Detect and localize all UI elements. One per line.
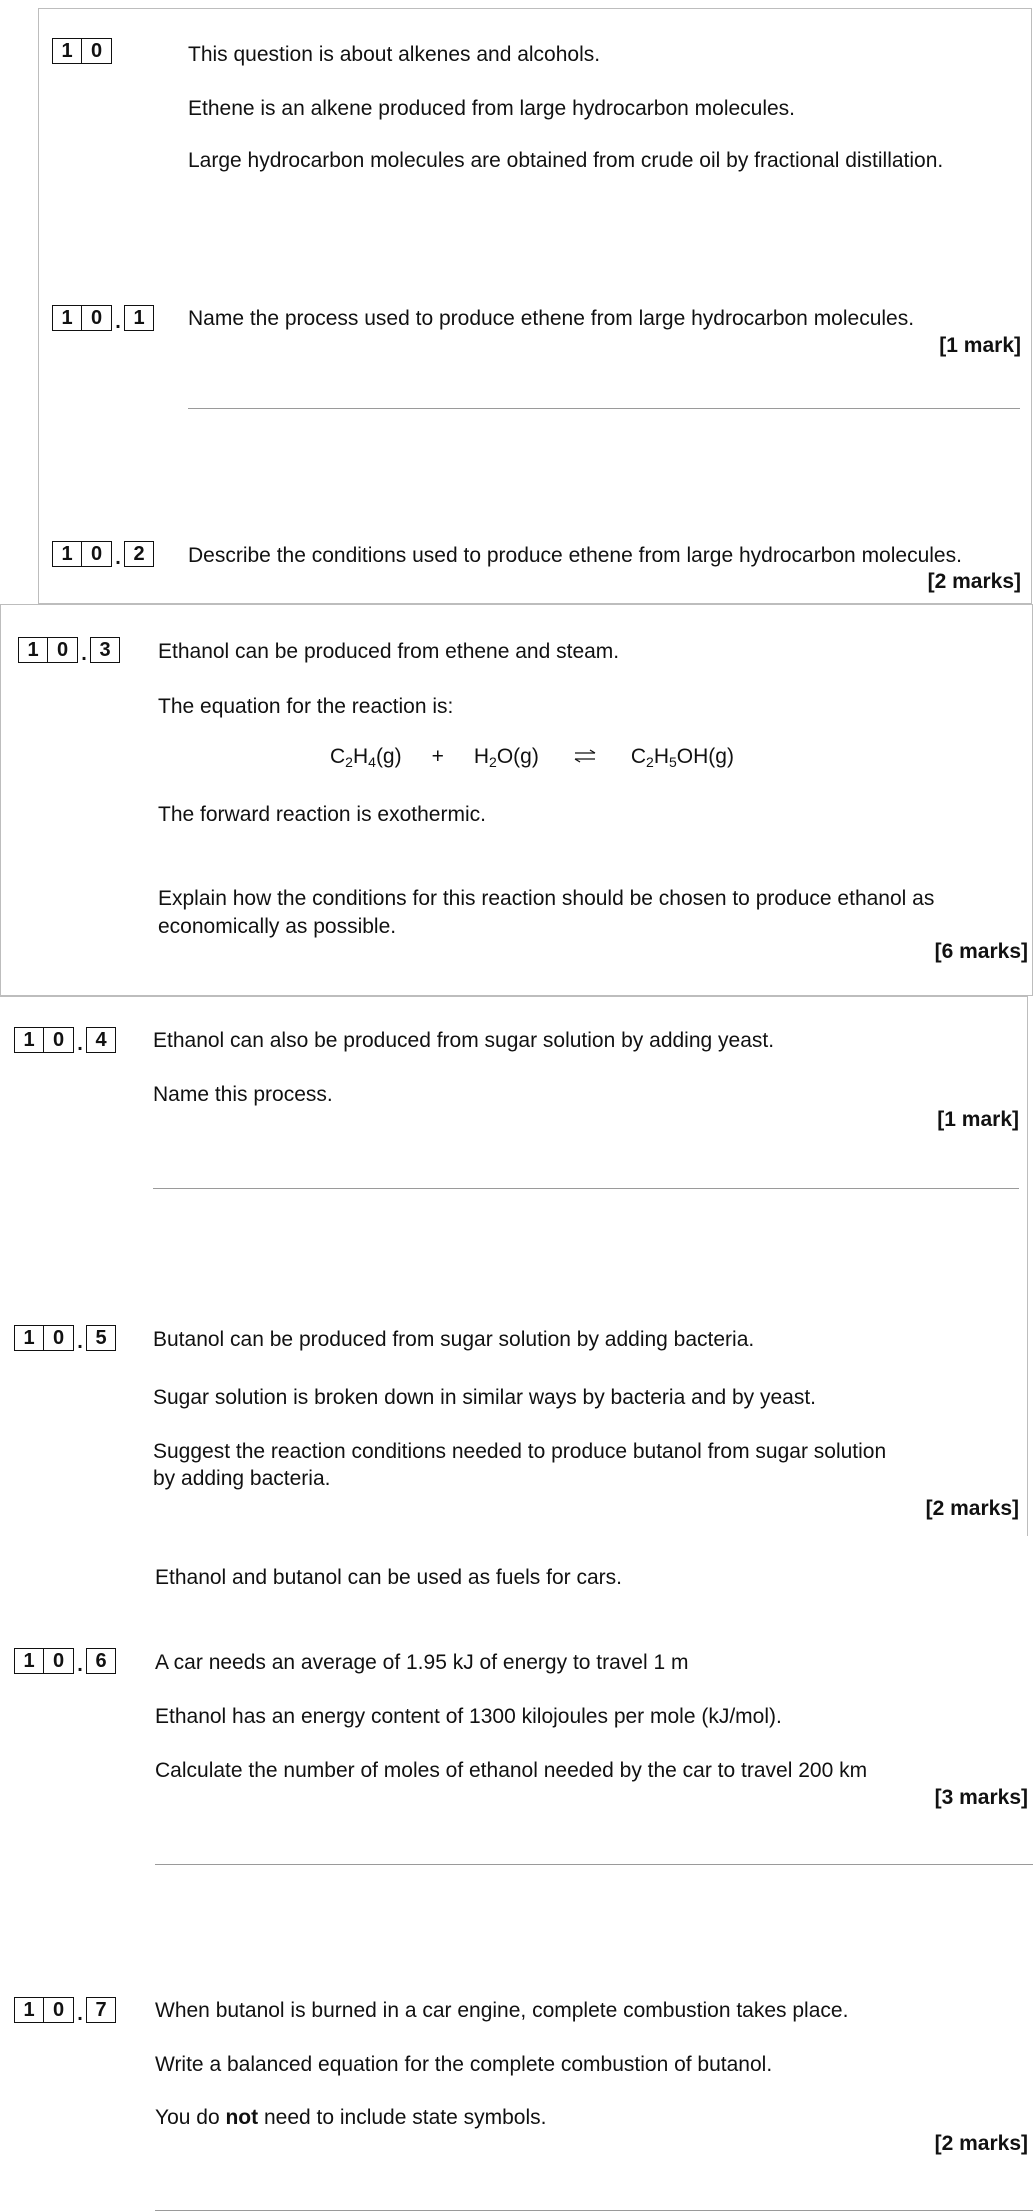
marks-label: [2 marks] — [927, 570, 1021, 593]
question-number-10-6 — [14, 1647, 116, 1675]
decimal-point: . — [77, 1331, 83, 1353]
answer-line[interactable] — [188, 408, 1020, 409]
product-ethanol: $C_2H_5OH(g)$ — [630, 745, 734, 770]
question-text: Name this process. — [153, 1083, 333, 1106]
digit-box: 0 — [82, 38, 112, 64]
digit-box: 1 — [52, 541, 82, 567]
question-text: Write a balanced equation for the complete combustion of butanol. — [155, 2053, 773, 2076]
digit-box: 0 — [82, 305, 112, 331]
question-text: Butanol can be produced from sugar solution by adding bacteria. — [153, 1328, 755, 1351]
digit-box: 0 — [48, 637, 78, 663]
marks-label: [1 mark] — [937, 1108, 1019, 1131]
reactant-steam: $H_2O(g)$ — [473, 745, 539, 770]
question-text: Ethanol can be produced from ethene and steam. — [158, 640, 620, 663]
context-text: Ethanol and butanol can be used as fuels for cars. — [155, 1566, 622, 1589]
digit-box: 2 — [124, 541, 154, 567]
question-text: by adding bacteria. — [153, 1467, 331, 1490]
digit-box: 0 — [44, 1997, 74, 2023]
decimal-point: . — [77, 2003, 83, 2025]
question-number-10-2 — [52, 540, 154, 568]
reaction-equation — [330, 745, 734, 770]
digit-box: 1 — [14, 1997, 44, 2023]
question-text: The equation for the reaction is: — [158, 695, 454, 718]
answer-line[interactable] — [155, 2210, 1033, 2211]
intro-text: Large hydrocarbon molecules are obtained from crude oil by fractional distillation. — [188, 149, 944, 172]
digit-box: 5 — [86, 1325, 116, 1351]
answer-line[interactable] — [153, 1188, 1019, 1189]
marks-label: [2 marks] — [934, 2132, 1028, 2155]
reactant-ethene: $C_2H_4(g)$ — [330, 745, 402, 770]
question-text: Explain how the conditions for this reaction should be chosen to produce ethanol as — [158, 887, 935, 910]
question-number-10-1 — [52, 304, 154, 332]
marks-label: [1 mark] — [939, 334, 1021, 357]
digit-box: 1 — [14, 1027, 44, 1053]
question-text: Ethanol can also be produced from sugar solution by adding yeast. — [153, 1029, 775, 1052]
question-text: When butanol is burned in a car engine, complete combustion takes place. — [155, 1999, 849, 2022]
decimal-point: . — [115, 311, 121, 333]
question-text: Suggest the reaction conditions needed to produce butanol from sugar solution — [153, 1440, 887, 1463]
digit-box: 1 — [14, 1648, 44, 1674]
question-text: Ethanol has an energy content of 1300 kilojoules per mole (kJ/mol). — [155, 1705, 782, 1728]
question-text: The forward reaction is exothermic. — [158, 803, 486, 826]
question-text: Name the process used to produce ethene from large hydrocarbon molecules. — [188, 307, 915, 330]
digit-box: 1 — [18, 637, 48, 663]
decimal-point: . — [77, 1654, 83, 1676]
reversible-arrow-icon — [573, 749, 597, 763]
question-text: Calculate the number of moles of ethanol needed by the car to travel 200 km — [155, 1759, 868, 1782]
emphasis-not: not — [225, 2106, 259, 2129]
question-text: Sugar solution is broken down in similar ways by bacteria and by yeast. — [153, 1386, 816, 1409]
digit-box: 0 — [44, 1027, 74, 1053]
marks-label: [2 marks] — [925, 1497, 1019, 1520]
decimal-point: . — [81, 643, 87, 665]
digit-box: 1 — [14, 1325, 44, 1351]
digit-box: 1 — [52, 38, 82, 64]
question-number-10-4 — [14, 1026, 116, 1054]
marks-label: [6 marks] — [934, 940, 1028, 963]
question-text: economically as possible. — [158, 915, 397, 938]
decimal-point: . — [115, 547, 121, 569]
question-number-10-3 — [18, 636, 120, 664]
intro-text: This question is about alkenes and alcohols. — [188, 43, 601, 66]
digit-box: 1 — [52, 305, 82, 331]
digit-box: 1 — [124, 305, 154, 331]
intro-text: Ethene is an alkene produced from large hydrocarbon molecules. — [188, 97, 796, 120]
question-text: Describe the conditions used to produce ethene from large hydrocarbon molecules. — [188, 544, 962, 567]
digit-box: 0 — [82, 541, 112, 567]
plus-sign: + — [431, 745, 444, 768]
question-number-10-5 — [14, 1324, 116, 1352]
digit-box: 7 — [86, 1997, 116, 2023]
digit-box: 4 — [86, 1027, 116, 1053]
question-number-10-7 — [14, 1996, 116, 2024]
digit-box: 3 — [90, 637, 120, 663]
answer-line[interactable] — [155, 1864, 1033, 1865]
digit-box: 0 — [44, 1648, 74, 1674]
question-text: A car needs an average of 1.95 kJ of energy to travel 1 m — [155, 1651, 689, 1674]
question-text: You do not need to include state symbols. — [155, 2106, 547, 2129]
digit-box: 6 — [86, 1648, 116, 1674]
decimal-point: . — [77, 1033, 83, 1055]
digit-box: 0 — [44, 1325, 74, 1351]
question-number-10 — [52, 38, 112, 64]
marks-label: [3 marks] — [934, 1786, 1028, 1809]
